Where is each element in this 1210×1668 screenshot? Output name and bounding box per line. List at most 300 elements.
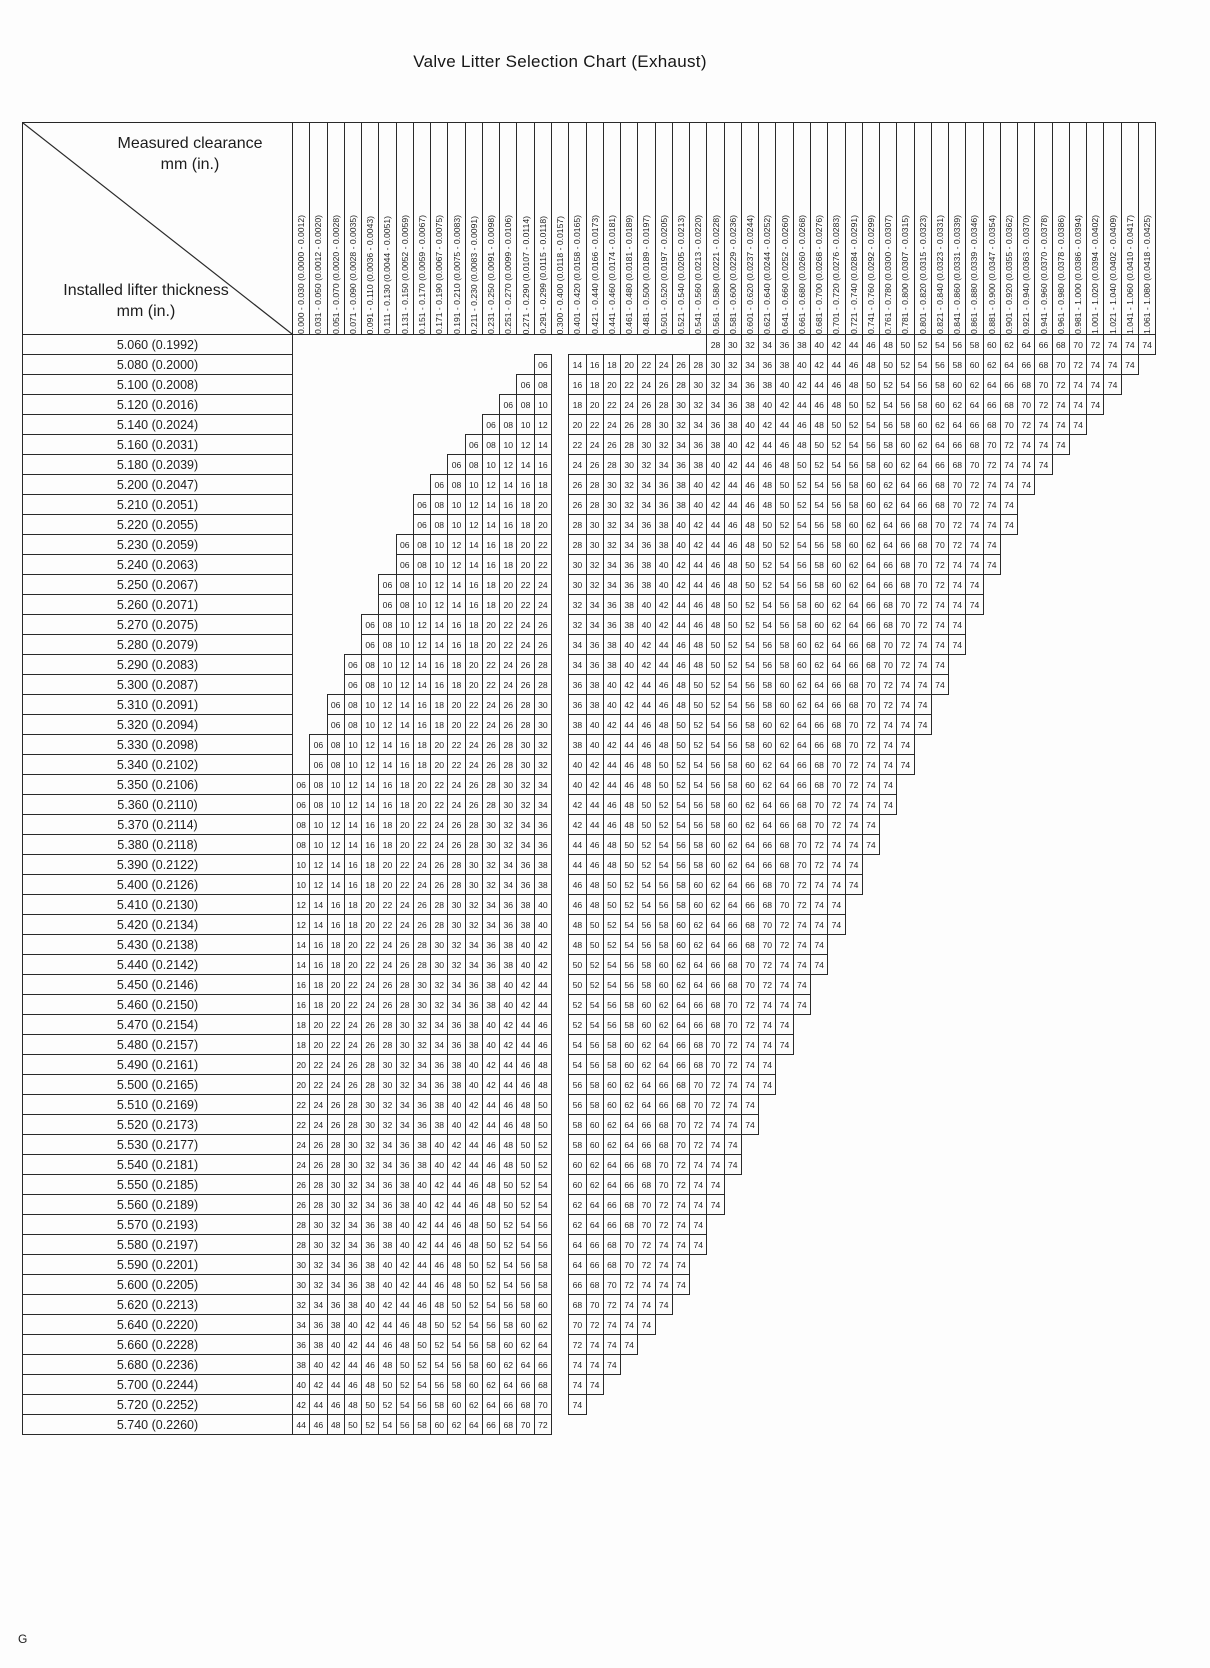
- lifter-number-cell: 64: [759, 795, 776, 815]
- empty-cell: [1069, 455, 1086, 475]
- lifter-number-cell: 22: [396, 855, 413, 875]
- lifter-number-cell: 64: [655, 1055, 672, 1075]
- lifter-number-cell: 64: [517, 1355, 534, 1375]
- lifter-number-cell: 36: [569, 695, 586, 715]
- empty-cell: [828, 1335, 845, 1355]
- lifter-number-cell: 28: [379, 1035, 396, 1055]
- empty-cell: [776, 1075, 793, 1095]
- clearance-column-header: [793, 123, 810, 335]
- lifter-number-cell: 42: [569, 815, 586, 835]
- lifter-number-cell: 58: [862, 455, 879, 475]
- empty-cell: [1000, 1055, 1017, 1075]
- empty-cell: [551, 935, 568, 955]
- empty-cell: [845, 1095, 862, 1115]
- lifter-number-cell: 60: [793, 655, 810, 675]
- lifter-number-cell: 54: [672, 815, 689, 835]
- lifter-number-cell: 58: [465, 1355, 482, 1375]
- empty-cell: [1000, 835, 1017, 855]
- lifter-number-cell: 16: [534, 455, 551, 475]
- empty-cell: [1104, 395, 1121, 415]
- lifter-number-cell: 20: [413, 775, 430, 795]
- lifter-number-cell: 48: [672, 695, 689, 715]
- lifter-number-cell: 56: [500, 1295, 517, 1315]
- lifter-number-cell: 28: [413, 955, 430, 975]
- empty-cell: [810, 1375, 827, 1395]
- lifter-number-cell: 68: [724, 955, 741, 975]
- lifter-number-cell: 64: [845, 595, 862, 615]
- lifter-number-cell: 36: [396, 1155, 413, 1175]
- lifter-number-cell: 22: [517, 575, 534, 595]
- lifter-number-cell: 74: [966, 595, 983, 615]
- empty-cell: [983, 735, 1000, 755]
- lifter-number-cell: 16: [362, 835, 379, 855]
- lifter-selection-table: [22, 122, 1156, 1435]
- lifter-number-cell: 38: [482, 975, 499, 995]
- empty-cell: [1121, 1175, 1138, 1195]
- lifter-number-cell: 56: [897, 395, 914, 415]
- lifter-number-cell: 58: [586, 1095, 603, 1115]
- empty-cell: [1035, 655, 1052, 675]
- lifter-number-cell: 58: [949, 355, 966, 375]
- lifter-number-cell: 16: [293, 995, 310, 1015]
- lifter-number-cell: 48: [724, 555, 741, 575]
- lifter-number-cell: 70: [776, 875, 793, 895]
- empty-cell: [931, 1115, 948, 1135]
- empty-cell: [1139, 755, 1156, 775]
- empty-cell: [551, 615, 568, 635]
- empty-cell: [551, 775, 568, 795]
- empty-cell: [1069, 895, 1086, 915]
- clearance-range-text: 0.621 - 0.640 (0.0244 - 0.0252): [762, 215, 773, 334]
- lifter-number-cell: 20: [431, 735, 448, 755]
- lifter-number-cell: 54: [603, 955, 620, 975]
- lifter-number-cell: 44: [517, 1035, 534, 1055]
- lifter-number-cell: 14: [465, 555, 482, 575]
- empty-cell: [1121, 615, 1138, 635]
- empty-cell: [949, 1275, 966, 1295]
- lifter-number-cell: 60: [862, 475, 879, 495]
- empty-cell: [1052, 855, 1069, 875]
- lifter-number-cell: 62: [776, 715, 793, 735]
- lifter-number-cell: 74: [1069, 395, 1086, 415]
- lifter-number-cell: 22: [344, 975, 361, 995]
- lifter-number-cell: 32: [327, 1215, 344, 1235]
- lifter-number-cell: 40: [465, 1055, 482, 1075]
- lifter-number-cell: 70: [724, 1015, 741, 1035]
- empty-cell: [759, 1175, 776, 1195]
- empty-cell: [897, 1095, 914, 1115]
- row-label-thickness: 5.550 (0.2185): [23, 1175, 293, 1195]
- empty-cell: [310, 375, 327, 395]
- empty-cell: [880, 875, 897, 895]
- lifter-number-cell: 74: [862, 755, 879, 775]
- lifter-number-cell: 24: [327, 1075, 344, 1095]
- empty-cell: [1104, 835, 1121, 855]
- lifter-number-cell: 42: [500, 1015, 517, 1035]
- lifter-number-cell: 40: [465, 1075, 482, 1095]
- lifter-number-cell: 74: [655, 1235, 672, 1255]
- clearance-range-text: 0.921 - 0.940 (0.0363 - 0.0370): [1021, 215, 1032, 334]
- empty-cell: [362, 535, 379, 555]
- clearance-column-header: [1018, 123, 1035, 335]
- lifter-number-cell: 36: [362, 1235, 379, 1255]
- empty-cell: [1121, 595, 1138, 615]
- empty-cell: [1121, 1415, 1138, 1435]
- lifter-number-cell: 08: [379, 615, 396, 635]
- lifter-number-cell: 64: [741, 855, 758, 875]
- empty-cell: [741, 1395, 758, 1415]
- empty-cell: [1087, 635, 1104, 655]
- lifter-number-cell: 34: [379, 1135, 396, 1155]
- empty-cell: [1035, 1195, 1052, 1215]
- lifter-number-cell: 74: [776, 1035, 793, 1055]
- empty-cell: [776, 1375, 793, 1395]
- lifter-number-cell: 48: [741, 515, 758, 535]
- empty-cell: [1121, 1075, 1138, 1095]
- lifter-number-cell: 12: [396, 655, 413, 675]
- lifter-number-cell: 34: [603, 555, 620, 575]
- empty-cell: [1000, 855, 1017, 875]
- empty-cell: [431, 355, 448, 375]
- lifter-number-cell: 36: [448, 1035, 465, 1055]
- lifter-number-cell: 54: [724, 695, 741, 715]
- empty-cell: [931, 855, 948, 875]
- empty-cell: [845, 1195, 862, 1215]
- lifter-number-cell: 56: [810, 515, 827, 535]
- lifter-number-cell: 66: [534, 1355, 551, 1375]
- lifter-number-cell: 60: [534, 1295, 551, 1315]
- lifter-number-cell: 50: [793, 455, 810, 475]
- empty-cell: [327, 355, 344, 375]
- lifter-number-cell: 36: [603, 615, 620, 635]
- empty-cell: [1000, 1375, 1017, 1395]
- lifter-number-cell: 38: [603, 635, 620, 655]
- empty-cell: [776, 1095, 793, 1115]
- lifter-number-cell: 30: [396, 1015, 413, 1035]
- table-row: [23, 455, 1156, 475]
- empty-cell: [1087, 755, 1104, 775]
- empty-cell: [949, 1415, 966, 1435]
- lifter-number-cell: 48: [638, 755, 655, 775]
- lifter-number-cell: 38: [482, 995, 499, 1015]
- lifter-number-cell: 24: [344, 1035, 361, 1055]
- empty-cell: [1052, 1415, 1069, 1435]
- clearance-column-header: [862, 123, 879, 335]
- empty-cell: [1139, 1055, 1156, 1075]
- lifter-number-cell: 30: [724, 335, 741, 355]
- empty-cell: [1139, 935, 1156, 955]
- lifter-number-cell: 32: [310, 1255, 327, 1275]
- lifter-number-cell: 06: [465, 435, 482, 455]
- lifter-number-cell: 52: [707, 675, 724, 695]
- empty-cell: [344, 615, 361, 635]
- lifter-number-cell: 42: [638, 655, 655, 675]
- lifter-number-cell: 52: [603, 915, 620, 935]
- empty-cell: [914, 1175, 931, 1195]
- lifter-number-cell: 56: [776, 595, 793, 615]
- lifter-number-cell: 72: [845, 755, 862, 775]
- lifter-number-cell: 56: [741, 695, 758, 715]
- lifter-number-cell: 40: [569, 755, 586, 775]
- lifter-number-cell: 74: [655, 1275, 672, 1295]
- empty-cell: [1000, 1075, 1017, 1095]
- empty-cell: [1139, 395, 1156, 415]
- empty-cell: [983, 1055, 1000, 1075]
- table-row: [23, 695, 1156, 715]
- lifter-number-cell: 42: [327, 1355, 344, 1375]
- lifter-number-cell: 74: [810, 895, 827, 915]
- empty-cell: [551, 595, 568, 615]
- lifter-number-cell: 44: [465, 1155, 482, 1175]
- lifter-number-cell: 66: [931, 455, 948, 475]
- lifter-number-cell: 72: [569, 1335, 586, 1355]
- empty-cell: [1000, 575, 1017, 595]
- table-row: [23, 515, 1156, 535]
- empty-cell: [431, 335, 448, 355]
- empty-cell: [1087, 595, 1104, 615]
- empty-cell: [1087, 415, 1104, 435]
- empty-cell: [793, 1355, 810, 1375]
- empty-cell: [655, 1315, 672, 1335]
- clearance-column-header: [966, 123, 983, 335]
- empty-cell: [551, 675, 568, 695]
- lifter-number-cell: 44: [793, 395, 810, 415]
- lifter-number-cell: 26: [534, 635, 551, 655]
- lifter-number-cell: 70: [690, 1075, 707, 1095]
- empty-cell: [931, 915, 948, 935]
- lifter-number-cell: 68: [810, 775, 827, 795]
- lifter-number-cell: 60: [759, 735, 776, 755]
- lifter-number-cell: 44: [638, 675, 655, 695]
- lifter-number-cell: 74: [741, 1115, 758, 1135]
- lifter-number-cell: 70: [569, 1315, 586, 1335]
- lifter-number-cell: 72: [776, 935, 793, 955]
- empty-cell: [983, 1135, 1000, 1155]
- lifter-number-cell: 66: [603, 1195, 620, 1215]
- table-row: [23, 1135, 1156, 1155]
- empty-cell: [983, 655, 1000, 675]
- lifter-number-cell: 60: [517, 1315, 534, 1335]
- lifter-number-cell: 72: [776, 915, 793, 935]
- empty-cell: [1018, 535, 1035, 555]
- lifter-number-cell: 30: [586, 515, 603, 535]
- empty-cell: [1069, 995, 1086, 1015]
- lifter-number-cell: 68: [828, 715, 845, 735]
- empty-cell: [810, 1155, 827, 1175]
- lifter-number-cell: 16: [396, 735, 413, 755]
- lifter-number-cell: 36: [638, 535, 655, 555]
- lifter-number-cell: 72: [931, 555, 948, 575]
- lifter-number-cell: 58: [845, 475, 862, 495]
- lifter-number-cell: 24: [603, 415, 620, 435]
- lifter-number-cell: 38: [690, 455, 707, 475]
- empty-cell: [1139, 975, 1156, 995]
- empty-cell: [1104, 535, 1121, 555]
- lifter-number-cell: 48: [759, 495, 776, 515]
- empty-cell: [741, 1335, 758, 1355]
- empty-cell: [379, 415, 396, 435]
- lifter-number-cell: 10: [413, 575, 430, 595]
- lifter-number-cell: 70: [690, 1095, 707, 1115]
- empty-cell: [1035, 715, 1052, 735]
- lifter-number-cell: 72: [845, 775, 862, 795]
- lifter-number-cell: 74: [1139, 335, 1156, 355]
- empty-cell: [1052, 1075, 1069, 1095]
- empty-cell: [327, 655, 344, 675]
- lifter-number-cell: 36: [500, 895, 517, 915]
- empty-cell: [949, 1015, 966, 1035]
- empty-cell: [862, 1155, 879, 1175]
- lifter-number-cell: 56: [776, 615, 793, 635]
- empty-cell: [949, 655, 966, 675]
- table-row: [23, 1155, 1156, 1175]
- empty-cell: [293, 355, 310, 375]
- lifter-number-cell: 50: [724, 615, 741, 635]
- lifter-number-cell: 42: [672, 575, 689, 595]
- lifter-number-cell: 42: [603, 735, 620, 755]
- empty-cell: [1069, 635, 1086, 655]
- lifter-number-cell: 40: [810, 335, 827, 355]
- lifter-number-cell: 36: [431, 1055, 448, 1075]
- lifter-number-cell: 66: [983, 395, 1000, 415]
- lifter-number-cell: 48: [448, 1255, 465, 1275]
- lifter-number-cell: 48: [621, 815, 638, 835]
- lifter-number-cell: 70: [655, 1155, 672, 1175]
- empty-cell: [1121, 575, 1138, 595]
- lifter-number-cell: 44: [534, 975, 551, 995]
- lifter-number-cell: 44: [344, 1355, 361, 1375]
- empty-cell: [621, 335, 638, 355]
- empty-cell: [897, 975, 914, 995]
- lifter-number-cell: 64: [966, 395, 983, 415]
- lifter-number-cell: 52: [362, 1415, 379, 1435]
- lifter-number-cell: 74: [1000, 495, 1017, 515]
- empty-cell: [1139, 735, 1156, 755]
- lifter-number-cell: 58: [880, 435, 897, 455]
- lifter-number-cell: 58: [621, 1015, 638, 1035]
- row-label-thickness: 5.390 (0.2122): [23, 855, 293, 875]
- empty-cell: [1035, 1115, 1052, 1135]
- clearance-column-header: [914, 123, 931, 335]
- lifter-number-cell: 26: [379, 995, 396, 1015]
- table-row: [23, 575, 1156, 595]
- row-label-thickness: 5.600 (0.2205): [23, 1275, 293, 1295]
- empty-cell: [1121, 1155, 1138, 1175]
- lifter-number-cell: 50: [638, 815, 655, 835]
- lifter-number-cell: 74: [931, 675, 948, 695]
- lifter-number-cell: 36: [586, 635, 603, 655]
- lifter-number-cell: 22: [344, 995, 361, 1015]
- lifter-number-cell: 62: [638, 1035, 655, 1055]
- lifter-number-cell: 56: [828, 495, 845, 515]
- empty-cell: [1121, 1295, 1138, 1315]
- empty-cell: [396, 495, 413, 515]
- empty-cell: [1139, 1235, 1156, 1255]
- empty-cell: [880, 1215, 897, 1235]
- empty-cell: [1018, 735, 1035, 755]
- clearance-range-text: 0.231 - 0.250 (0.0091 - 0.0098): [486, 215, 497, 334]
- lifter-number-cell: 54: [741, 655, 758, 675]
- empty-cell: [1000, 1195, 1017, 1215]
- empty-cell: [1069, 495, 1086, 515]
- empty-cell: [1035, 1235, 1052, 1255]
- empty-cell: [931, 1175, 948, 1195]
- lifter-number-cell: 30: [413, 975, 430, 995]
- lifter-number-cell: 30: [362, 1095, 379, 1115]
- empty-cell: [1052, 575, 1069, 595]
- empty-cell: [431, 395, 448, 415]
- empty-cell: [362, 415, 379, 435]
- lifter-number-cell: 68: [690, 1035, 707, 1055]
- lifter-number-cell: 60: [724, 815, 741, 835]
- lifter-number-cell: 48: [413, 1315, 430, 1335]
- lifter-number-cell: 58: [897, 415, 914, 435]
- lifter-number-cell: 28: [431, 895, 448, 915]
- lifter-number-cell: 44: [465, 1135, 482, 1155]
- empty-cell: [1121, 755, 1138, 775]
- lifter-number-cell: 48: [327, 1415, 344, 1435]
- lifter-number-cell: 74: [690, 1195, 707, 1215]
- row-label-thickness: 5.450 (0.2146): [23, 975, 293, 995]
- lifter-number-cell: 74: [914, 655, 931, 675]
- empty-cell: [810, 1055, 827, 1075]
- empty-cell: [949, 695, 966, 715]
- lifter-number-cell: 48: [793, 435, 810, 455]
- lifter-number-cell: 66: [672, 1055, 689, 1075]
- empty-cell: [1035, 535, 1052, 555]
- lifter-number-cell: 10: [413, 595, 430, 615]
- lifter-number-cell: 18: [448, 655, 465, 675]
- lifter-number-cell: 52: [482, 1255, 499, 1275]
- empty-cell: [551, 1355, 568, 1375]
- lifter-number-cell: 12: [465, 495, 482, 515]
- lifter-number-cell: 74: [966, 535, 983, 555]
- empty-cell: [396, 335, 413, 355]
- empty-cell: [966, 855, 983, 875]
- lifter-number-cell: 64: [897, 495, 914, 515]
- empty-cell: [759, 1195, 776, 1215]
- lifter-number-cell: 44: [362, 1335, 379, 1355]
- empty-cell: [966, 1235, 983, 1255]
- empty-cell: [1121, 495, 1138, 515]
- lifter-number-cell: 38: [569, 735, 586, 755]
- empty-cell: [810, 1195, 827, 1215]
- lifter-number-cell: 62: [465, 1395, 482, 1415]
- lifter-number-cell: 70: [1035, 375, 1052, 395]
- lifter-number-cell: 70: [810, 795, 827, 815]
- lifter-number-cell: 08: [448, 475, 465, 495]
- lifter-number-cell: 42: [655, 595, 672, 615]
- lifter-number-cell: 74: [1000, 475, 1017, 495]
- lifter-number-cell: 10: [534, 395, 551, 415]
- row-label-thickness: 5.310 (0.2091): [23, 695, 293, 715]
- lifter-number-cell: 44: [586, 795, 603, 815]
- lifter-number-cell: 10: [517, 415, 534, 435]
- lifter-number-cell: 60: [603, 1075, 620, 1095]
- empty-cell: [949, 815, 966, 835]
- lifter-number-cell: 48: [759, 475, 776, 495]
- lifter-number-cell: 62: [603, 1115, 620, 1135]
- lifter-number-cell: 60: [845, 535, 862, 555]
- lifter-number-cell: 14: [448, 595, 465, 615]
- lifter-number-cell: 52: [448, 1315, 465, 1335]
- empty-cell: [707, 1215, 724, 1235]
- table-row: [23, 815, 1156, 835]
- clearance-range-text: 0.000 - 0.030 (0.0000 - 0.0012): [296, 215, 307, 334]
- empty-cell: [983, 995, 1000, 1015]
- empty-cell: [551, 395, 568, 415]
- empty-cell: [983, 1035, 1000, 1055]
